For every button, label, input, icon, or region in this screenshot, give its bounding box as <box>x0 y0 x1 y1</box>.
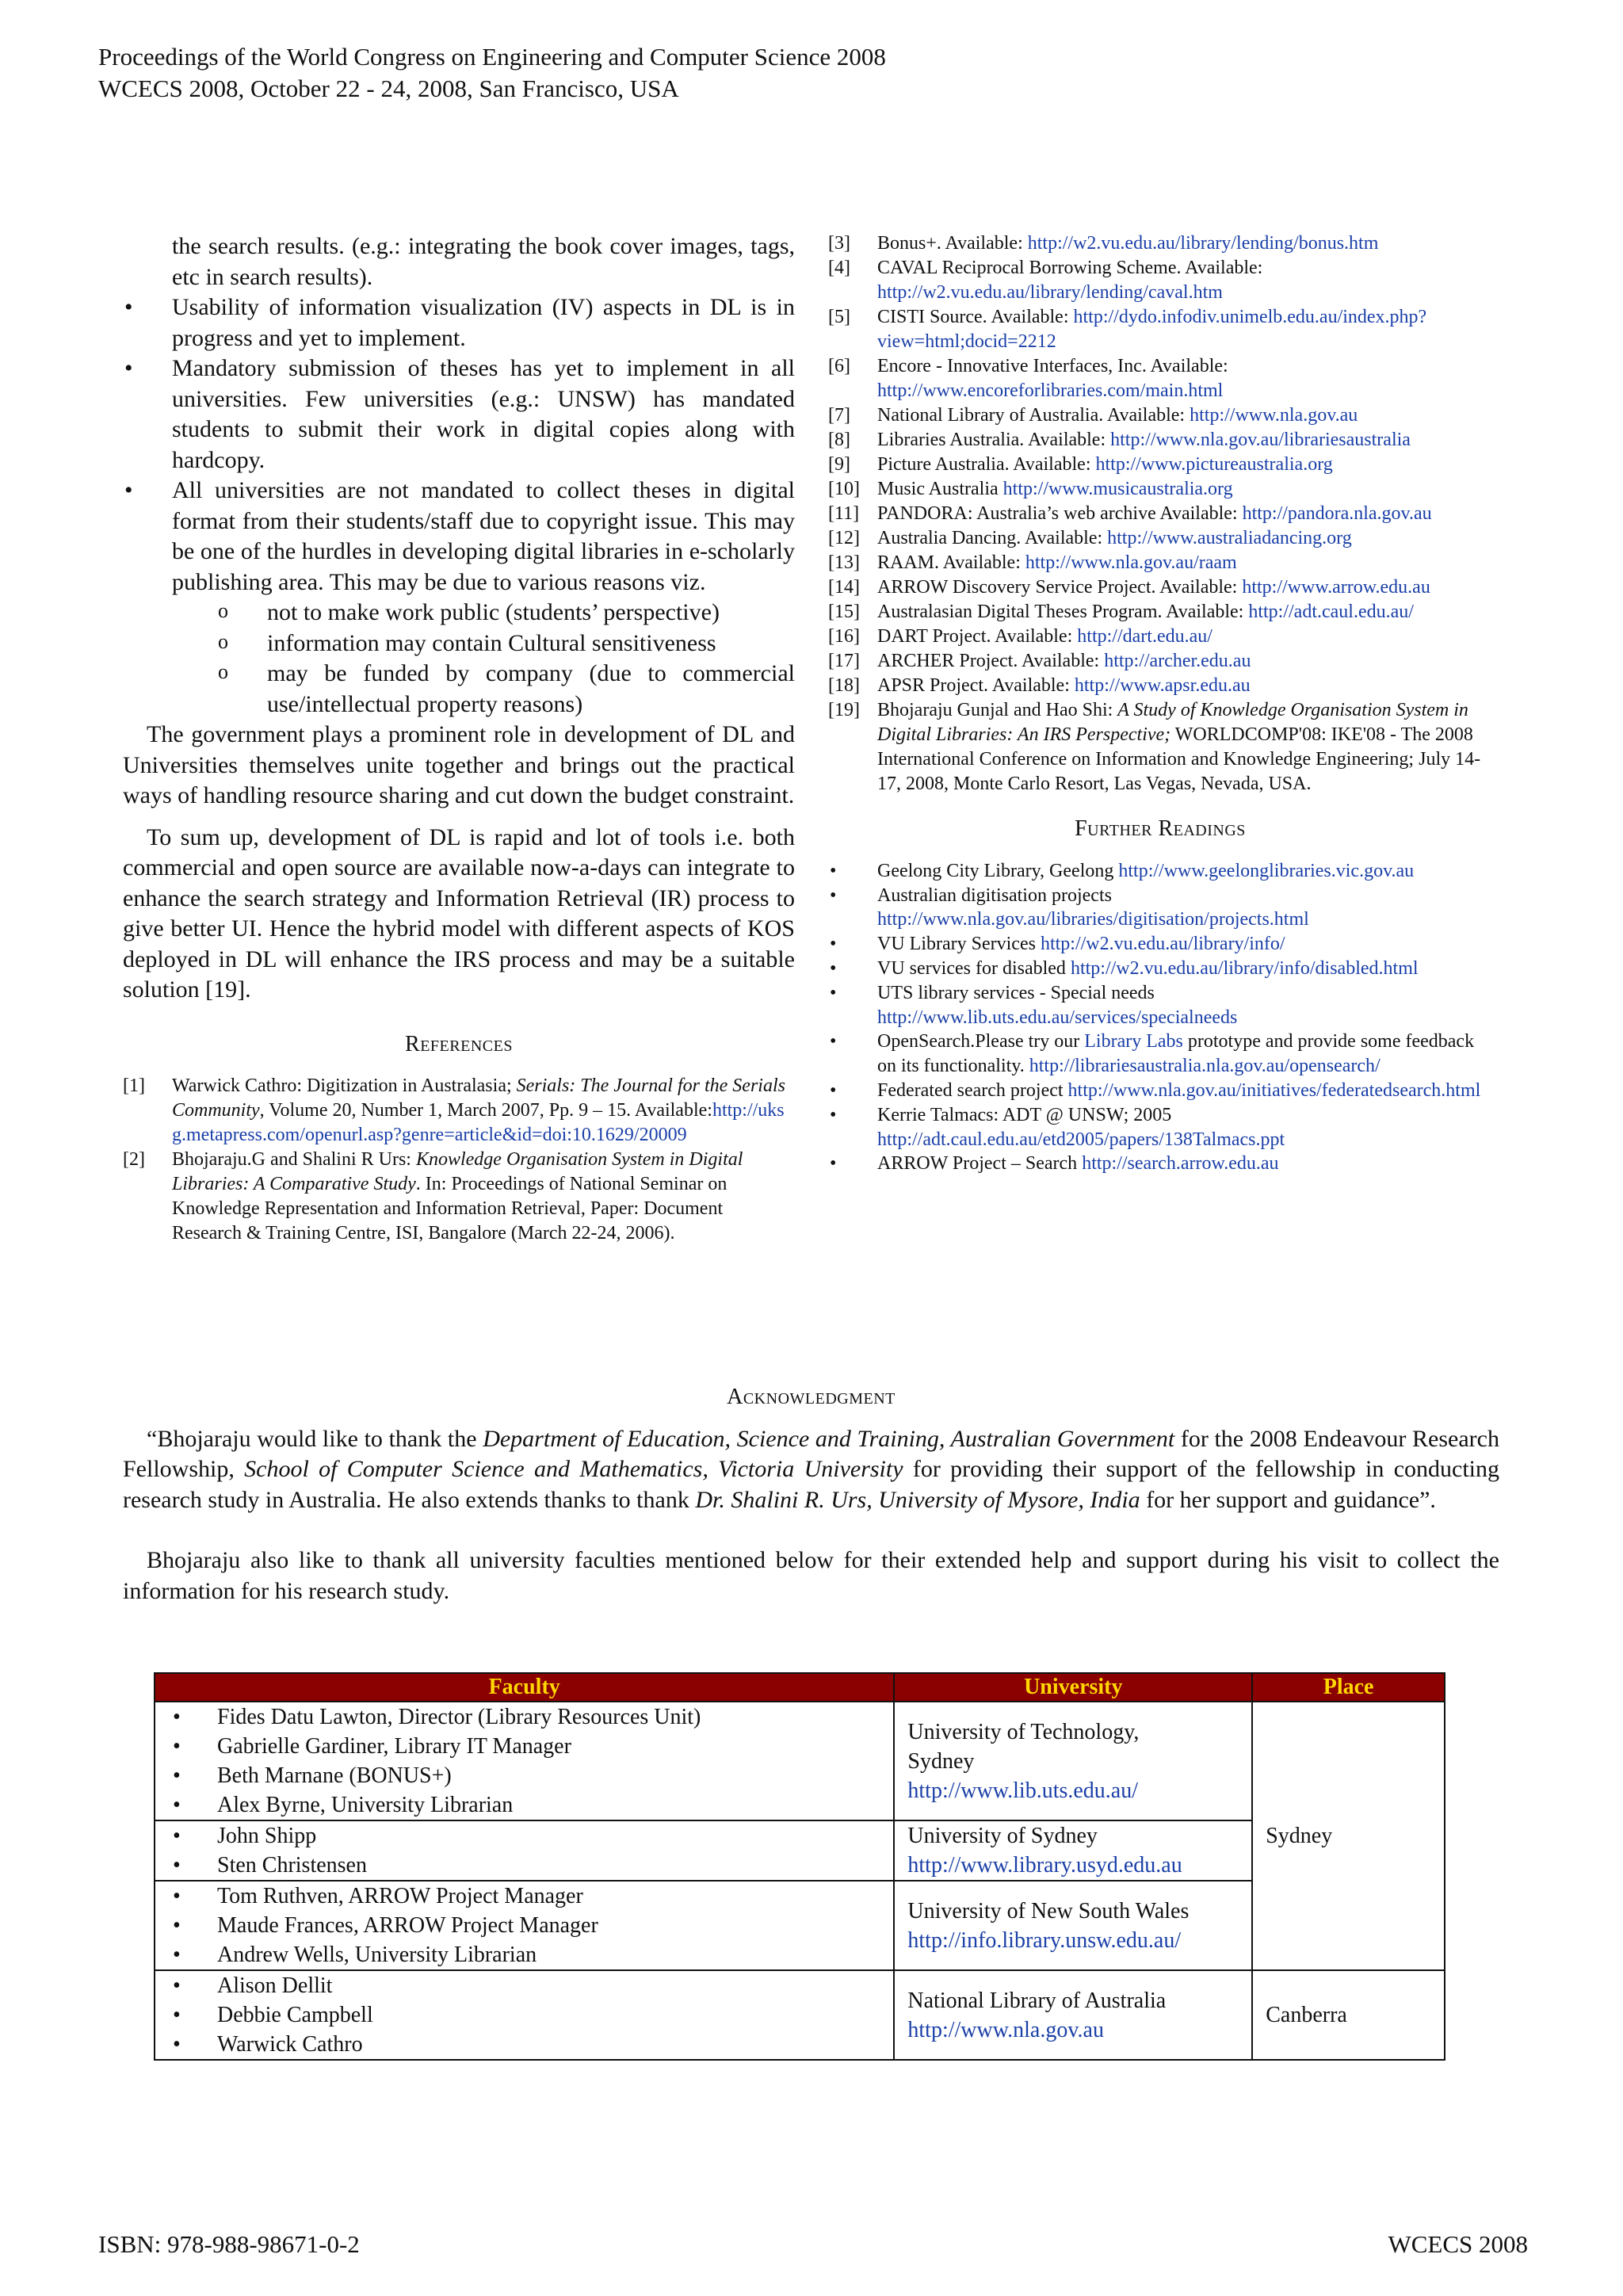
list-item <box>828 859 1492 884</box>
reference-text: CISTI Source. Available: <box>877 307 1074 327</box>
footer-isbn: ISBN: 978-988-98671-0-2 <box>98 2230 360 2258</box>
university-link[interactable]: http://www.lib.uts.edu.au/ <box>907 1778 1138 1803</box>
reference-text: Music Australia <box>877 479 1003 499</box>
reference-link[interactable]: http://archer.edu.au <box>1104 651 1251 671</box>
header-line-2: WCECS 2008, October 22 - 24, 2008, San Francisco, USA <box>98 74 679 102</box>
reference-link[interactable]: http://www.australiadancing.org <box>1107 528 1352 548</box>
reference-link[interactable]: http://pandora.nla.gov.au <box>1242 503 1432 524</box>
reference-link[interactable]: http://www.nla.gov.au/raam <box>1025 552 1237 573</box>
reading-text: Kerrie Talmacs: ADT @ UNSW; 2005 <box>877 1104 1172 1125</box>
list-item: • All universities are not mandated to collect theses in digital format from their students/staff due to copyright issue. This may be one of the hurdles in developing digital libraries in e-scholarly publishing area. This may be due to various reasons viz. <box>123 476 795 598</box>
reference-link[interactable]: http://uksg.metapress.com/openurl.asp?genre=article&id=doi:10.1629/20009 <box>172 1100 785 1145</box>
ack-text: “Bhojaraju would like to thank the <box>147 1425 483 1452</box>
reference-item <box>828 453 1492 477</box>
reference-item <box>828 305 1492 354</box>
reference-number: [1] <box>123 1075 145 1096</box>
reference-item <box>828 625 1492 649</box>
university-name: National Library of Australia <box>907 1988 1167 2013</box>
column-header-faculty: Faculty <box>155 1673 894 1702</box>
reference-item <box>828 428 1492 453</box>
reference-number: [15] <box>828 602 860 622</box>
reference-text: . In: Proceedings of National Seminar on Knowledge Representation and Information Retrieval, Paper: Document Research & Training Centre, ISI, Bangalore (March 22-24, 2006). <box>172 1174 727 1244</box>
reference-number: [18] <box>828 675 860 696</box>
reading-text: Geelong City Library, Geelong <box>877 860 1119 881</box>
reference-item <box>828 526 1492 551</box>
reading-text: Australian digitisation projects <box>877 884 1112 906</box>
reference-text: DART Project. Available: <box>877 626 1078 647</box>
reference-link[interactable]: http://www.nla.gov.au/librariesaustralia <box>1110 430 1411 450</box>
faculty-cell <box>155 1820 894 1881</box>
university-link[interactable]: http://www.library.usyd.edu.au <box>907 1853 1182 1878</box>
reference-19 <box>828 698 1492 797</box>
reference-item <box>828 649 1492 674</box>
reading-link[interactable]: http://w2.vu.edu.au/library/info/ <box>1040 934 1285 955</box>
ack-text: for her support and guidance”. <box>1140 1486 1436 1513</box>
reference-text: APSR Project. Available: <box>877 675 1075 696</box>
reference-number: [10] <box>828 479 860 499</box>
library-labs-link[interactable]: Library Labs <box>1084 1031 1183 1052</box>
reference-link[interactable]: http://w2.vu.edu.au/library/lending/bonus.htm <box>1027 233 1379 254</box>
acknowledgment-heading: Acknowledgment <box>727 1385 896 1409</box>
reference-text: ARROW Discovery Service Project. Available: <box>877 577 1243 598</box>
university-cell <box>894 1970 1252 2060</box>
reference-text: RAAM. Available: <box>877 552 1025 573</box>
reference-list <box>828 231 1492 698</box>
reference-link[interactable]: http://adt.caul.edu.au/ <box>1248 602 1414 622</box>
reference-number: [19] <box>828 700 860 720</box>
faculty-cell <box>155 1970 894 2060</box>
reference-number: [7] <box>828 405 850 426</box>
university-cell <box>894 1820 1252 1881</box>
reference-text: Bhojaraju Gunjal and Hao Shi: <box>877 700 1118 720</box>
list-item: o information may contain Cultural sensitiveness <box>218 628 795 659</box>
reading-link[interactable]: http://www.nla.gov.au/initiatives/federatedsearch.html <box>1067 1079 1481 1101</box>
reference-text: Warwick Cathro: Digitization in Australasia; <box>172 1075 517 1096</box>
faculty-member: • Gabrielle Gardiner, Library IT Manager <box>155 1732 893 1761</box>
header-line-1: Proceedings of the World Congress on Engineering and Computer Science 2008 <box>98 43 886 71</box>
reference-text: WORLDCOMP'08: IKE'08 - The 2008 International Conference on Information and Knowledge Engineering; July 14-17, 2008, Monte Carlo Resort, Las Vegas, Nevada, USA. <box>877 724 1481 794</box>
reference-text: ARCHER Project. Available: <box>877 651 1105 671</box>
reference-item <box>828 354 1492 403</box>
reference-title: A Study of Knowledge Organisation System in Digital Libraries: An IRS Perspective; <box>877 700 1468 745</box>
reference-2 <box>123 1148 795 1246</box>
further-readings-heading: Further Readings <box>1075 816 1246 841</box>
list-item <box>828 884 1492 933</box>
reference-item <box>828 256 1492 305</box>
left-column <box>123 231 795 1246</box>
reference-item <box>828 600 1492 625</box>
list-item <box>828 1152 1492 1176</box>
reference-number: [17] <box>828 651 860 671</box>
footer-conference: WCECS 2008 <box>1388 2230 1528 2258</box>
reference-number: [2] <box>123 1149 145 1170</box>
university-name: University of Technology, Sydney <box>907 1719 1140 1774</box>
faculty-member: • Alex Byrne, University Librarian <box>155 1790 893 1820</box>
place-cell-sydney: Sydney <box>1252 1702 1445 1970</box>
table-row <box>155 1820 1445 1881</box>
reference-link[interactable]: http://dart.edu.au/ <box>1077 626 1212 647</box>
list-item <box>828 932 1492 957</box>
reference-item <box>828 575 1492 600</box>
reference-number: [6] <box>828 356 850 376</box>
reference-number: [12] <box>828 528 860 548</box>
university-name: University of New South Wales <box>907 1898 1190 1924</box>
university-link[interactable]: http://info.library.unsw.edu.au/ <box>907 1927 1182 1953</box>
list-item: • Mandatory submission of theses has yet to implement in all universities. Few universities (e.g.: UNSW) has mandated students to submit their work in digital copies along with hardcopy. <box>123 353 795 476</box>
university-link[interactable]: http://www.nla.gov.au <box>907 2017 1104 2042</box>
reference-link[interactable]: http://www.nla.gov.au <box>1190 405 1358 426</box>
ack-text: for the 2008 Endeavour Research Fellowship, <box>123 1425 1499 1482</box>
reference-link[interactable]: http://www.pictureaustralia.org <box>1095 454 1333 475</box>
faculty-member: • Warwick Cathro <box>155 2030 893 2059</box>
acknowledgment-paragraph-1 <box>123 1424 1499 1516</box>
faculty-member: • Maude Frances, ARROW Project Manager <box>155 1911 893 1940</box>
reference-link[interactable]: http://www.apsr.edu.au <box>1074 675 1251 696</box>
running-header <box>98 41 886 105</box>
paragraph-summary: To sum up, development of DL is rapid and lot of tools i.e. both commercial and open source are available now-a-days can integrate to enhance the search strategy and Information Retrieval (IR) process to give better UI. Hence the hybrid model with different aspects of KOS deployed in DL will enhance the IRS process and may be a suitable solution [19]. <box>123 823 795 1003</box>
reference-item <box>828 477 1492 502</box>
ack-org: School of Computer Science and Mathematics, Victoria University <box>244 1456 903 1482</box>
reference-text: Bonus+. Available: <box>877 233 1028 254</box>
reference-item <box>828 502 1492 526</box>
paragraph-government: The government plays a prominent role in development of DL and Universities themselves unite together and brings out the practical ways of handling resource sharing and cut down the budget constraint. <box>123 721 795 808</box>
column-header-university: University <box>894 1673 1252 1702</box>
references-heading: References <box>405 1031 513 1056</box>
ack-org: Department of Education, Science and Training, Australian Government <box>483 1425 1175 1452</box>
reading-link[interactable]: http://librariesaustralia.nla.gov.au/opensearch/ <box>1029 1056 1381 1077</box>
reference-number: [4] <box>828 258 850 278</box>
faculty-table <box>154 1672 1445 2061</box>
faculty-member: • Sten Christensen <box>155 1851 893 1880</box>
reference-item <box>828 674 1492 698</box>
faculty-member: • Tom Ruthven, ARROW Project Manager <box>155 1881 893 1911</box>
reading-link[interactable]: http://www.lib.uts.edu.au/services/specialneeds <box>877 1007 1238 1028</box>
reading-link[interactable]: http://adt.caul.edu.au/etd2005/papers/138Talmacs.ppt <box>877 1129 1285 1150</box>
reference-link[interactable]: http://w2.vu.edu.au/library/lending/caval.htm <box>877 282 1223 303</box>
list-item <box>828 1079 1492 1103</box>
reading-text: prototype and provide some feedback on its functionality. <box>877 1031 1475 1077</box>
reference-number: [3] <box>828 233 850 254</box>
ack-org: Dr. Shalini R. Urs, University of Mysore, India <box>695 1486 1140 1513</box>
ack-text: for providing their support of the fellowship in conducting research study in Australia. He also extends thanks to thank <box>123 1456 1499 1513</box>
list-item <box>828 1030 1492 1079</box>
table-row <box>155 1881 1445 1970</box>
table-row <box>155 1970 1445 2060</box>
reference-item <box>828 403 1492 428</box>
reference-number: [11] <box>828 503 860 524</box>
reading-text: Federated search project <box>877 1079 1068 1101</box>
faculty-member: • John Shipp <box>155 1821 893 1851</box>
column-header-place: Place <box>1252 1673 1445 1702</box>
list-item: o not to make work public (students’ perspective) <box>218 598 795 628</box>
reading-text: OpenSearch.Please try our <box>877 1031 1085 1052</box>
reading-link[interactable]: http://www.nla.gov.au/libraries/digitisation/projects.html <box>877 909 1309 930</box>
university-cell <box>894 1702 1252 1820</box>
reading-text: VU services for disabled <box>877 957 1071 979</box>
reference-text: Australasian Digital Theses Program. Available: <box>877 602 1249 622</box>
list-item <box>828 1103 1492 1152</box>
reference-item <box>828 231 1492 256</box>
reference-text: Encore - Innovative Interfaces, Inc. Available: <box>877 356 1228 376</box>
continuation-text: the search results. (e.g.: integrating the book cover images, tags, etc in search results). <box>172 233 795 290</box>
reasons-list <box>123 598 795 720</box>
reference-number: [13] <box>828 552 860 573</box>
reference-link[interactable]: http://www.encoreforlibraries.com/main.html <box>877 380 1224 401</box>
reading-link[interactable]: http://www.geelonglibraries.vic.gov.au <box>1118 860 1415 881</box>
reference-text: CAVAL Reciprocal Borrowing Scheme. Available: <box>877 258 1263 278</box>
faculty-member: • Debbie Campbell <box>155 2000 893 2030</box>
reference-number: [9] <box>828 454 850 475</box>
reference-link[interactable]: http://www.arrow.edu.au <box>1242 577 1430 598</box>
faculty-member: • Andrew Wells, University Librarian <box>155 1940 893 1969</box>
reference-number: [8] <box>828 430 850 450</box>
reading-link[interactable]: http://w2.vu.edu.au/library/info/disabled.html <box>1070 957 1419 979</box>
reference-item <box>828 551 1492 575</box>
reference-number: [14] <box>828 577 860 598</box>
table-row <box>155 1702 1445 1820</box>
reference-link[interactable]: http://dydo.infodiv.unimelb.edu.au/index.php?view=html;docid=2212 <box>877 307 1427 352</box>
right-column <box>828 231 1492 1176</box>
reference-text: , Volume 20, Number 1, March 2007, Pp. 9 – 15. Available: <box>259 1100 712 1121</box>
reference-number: [16] <box>828 626 860 647</box>
faculty-cell <box>155 1881 894 1970</box>
further-readings-list <box>828 859 1492 1176</box>
reading-link[interactable]: http://search.arrow.edu.au <box>1082 1153 1279 1175</box>
reference-title: Knowledge Organisation System in Digital Libraries: A Comparative Study <box>172 1149 743 1194</box>
reference-journal: Serials: The Journal for the Serials Community <box>172 1075 785 1121</box>
reference-text: Australia Dancing. Available: <box>877 528 1108 548</box>
faculty-cell <box>155 1702 894 1820</box>
list-item: o may be funded by company (due to commercial use/intellectual property reasons) <box>218 659 795 720</box>
list-item <box>828 957 1492 981</box>
university-cell <box>894 1881 1252 1970</box>
acknowledgment-paragraph-2: Bhojaraju also like to thank all university faculties mentioned below for their extended help and support during his visit to collect the information for his research study. <box>123 1547 1499 1604</box>
reference-text: Picture Australia. Available: <box>877 454 1096 475</box>
reading-text: UTS library services - Special needs <box>877 982 1155 1003</box>
issues-list <box>123 292 795 598</box>
reading-text: ARROW Project – Search <box>877 1153 1083 1175</box>
place-cell-canberra: Canberra <box>1252 1970 1445 2060</box>
faculty-member: • Fides Datu Lawton, Director (Library Resources Unit) <box>155 1702 893 1732</box>
reference-link[interactable]: http://www.musicaustralia.org <box>1002 479 1233 499</box>
reference-number: [5] <box>828 307 850 327</box>
faculty-member: • Beth Marnane (BONUS+) <box>155 1761 893 1790</box>
reference-text: Bhojaraju.G and Shalini R Urs: <box>172 1149 416 1170</box>
reference-text: National Library of Australia. Available: <box>877 405 1190 426</box>
list-item <box>828 981 1492 1030</box>
acknowledgment-section <box>123 1382 1499 1606</box>
reference-text: Libraries Australia. Available: <box>877 430 1111 450</box>
reading-text: VU Library Services <box>877 934 1041 955</box>
university-name: University of Sydney <box>907 1824 1098 1848</box>
reference-1 <box>123 1074 795 1148</box>
faculty-member: • Alison Dellit <box>155 1971 893 2000</box>
list-item: • Usability of information visualization (IV) aspects in DL is in progress and yet to implement. <box>123 292 795 353</box>
reference-text: PANDORA: Australia’s web archive Available: <box>877 503 1243 524</box>
table-header-row <box>155 1673 1445 1702</box>
